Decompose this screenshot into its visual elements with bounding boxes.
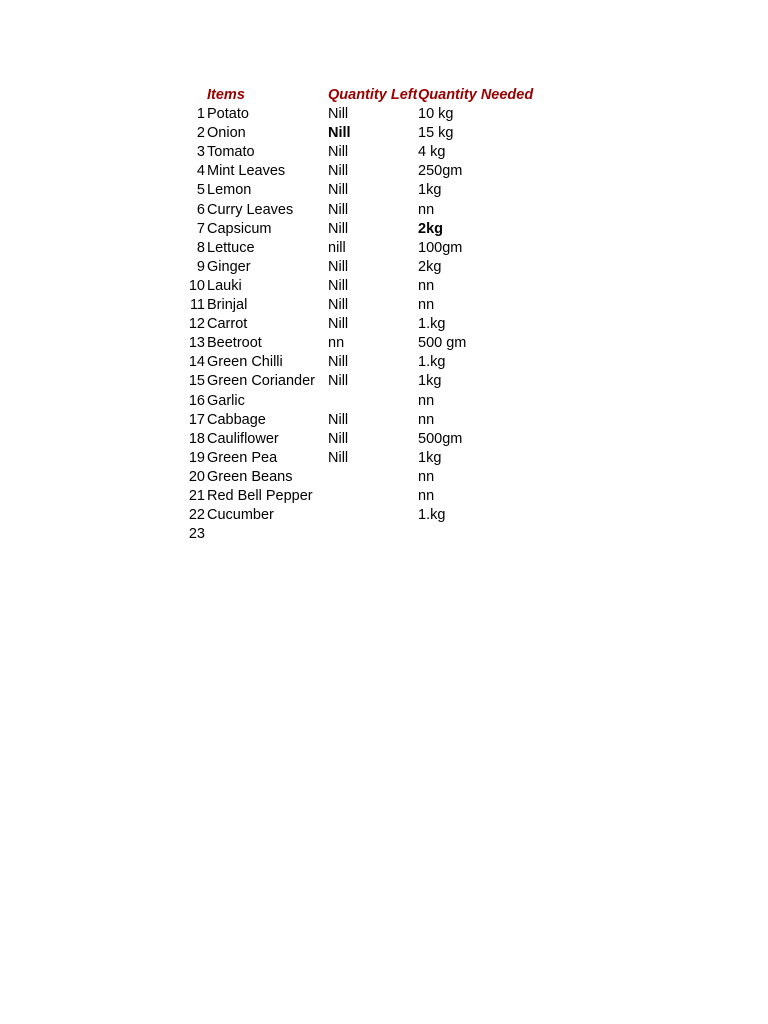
- item-name: Ginger: [207, 258, 251, 275]
- row-number: 19: [188, 449, 205, 466]
- item-name: Green Pea: [207, 449, 278, 466]
- quantity-needed: 100gm: [418, 239, 463, 256]
- quantity-left: Nill: [328, 144, 349, 161]
- quantity-left: Nill: [328, 125, 351, 142]
- item-name: Brinjal: [207, 297, 248, 314]
- item-name: Lauki: [207, 277, 242, 294]
- quantity-needed: 1kg: [418, 182, 442, 199]
- row-number: 9: [196, 258, 205, 275]
- quantity-needed: nn: [418, 201, 435, 218]
- item-name: Green Coriander: [207, 373, 315, 390]
- quantity-left: Nill: [328, 258, 349, 275]
- quantity-left: nill: [328, 239, 346, 256]
- row-number: 16: [188, 392, 205, 409]
- quantity-needed: 2kg: [418, 258, 442, 275]
- quantity-needed: 15 kg: [418, 125, 454, 142]
- row-number: 13: [188, 335, 205, 352]
- quantity-needed: 1.kg: [418, 354, 446, 371]
- row-number: 17: [188, 411, 205, 428]
- row-number: 23: [188, 526, 205, 543]
- row-number: 5: [196, 182, 205, 199]
- quantity-needed: 1.kg: [418, 316, 446, 333]
- row-number: 21: [188, 487, 205, 504]
- row-number: 18: [188, 430, 205, 447]
- quantity-needed: nn: [418, 277, 435, 294]
- quantity-needed: 4 kg: [418, 144, 446, 161]
- quantity-needed: 2kg: [418, 220, 443, 237]
- quantity-left: Nill: [328, 354, 349, 371]
- item-name: Cucumber: [207, 507, 274, 524]
- item-name: Onion: [207, 125, 246, 142]
- quantity-needed: nn: [418, 392, 435, 409]
- item-name: Beetroot: [207, 335, 262, 352]
- row-number: 22: [188, 507, 205, 524]
- quantity-needed: 1kg: [418, 373, 442, 390]
- item-name: Potato: [207, 106, 249, 123]
- quantity-left: Nill: [328, 277, 349, 294]
- row-number: 6: [196, 201, 205, 218]
- row-number: 20: [188, 468, 205, 485]
- row-number: 8: [196, 239, 205, 256]
- item-name: Green Beans: [207, 468, 293, 485]
- header-items: Items: [207, 87, 245, 103]
- item-name: Cauliflower: [207, 430, 279, 447]
- quantity-left: nn: [328, 335, 345, 352]
- item-name: Garlic: [207, 392, 245, 409]
- header-quantity-left: Quantity Left: [328, 87, 417, 103]
- item-name: Capsicum: [207, 220, 272, 237]
- quantity-needed: nn: [418, 411, 435, 428]
- quantity-left: Nill: [328, 449, 349, 466]
- row-number: 14: [188, 354, 205, 371]
- row-number: 3: [196, 144, 205, 161]
- quantity-left: Nill: [328, 201, 349, 218]
- quantity-needed: 1kg: [418, 449, 442, 466]
- row-number: 15: [188, 373, 205, 390]
- quantity-left: Nill: [328, 411, 349, 428]
- item-name: Lemon: [207, 182, 252, 199]
- quantity-left: Nill: [328, 316, 349, 333]
- quantity-left: Nill: [328, 163, 349, 180]
- item-name: Curry Leaves: [207, 201, 294, 218]
- row-number: 1: [196, 106, 205, 123]
- header-quantity-needed: Quantity Needed: [418, 87, 534, 103]
- quantity-left: Nill: [328, 182, 349, 199]
- row-number: 2: [196, 125, 205, 142]
- quantity-left: Nill: [328, 430, 349, 447]
- quantity-needed: 1.kg: [418, 507, 446, 524]
- quantity-needed: 10 kg: [418, 106, 454, 123]
- item-name: Cabbage: [207, 411, 266, 428]
- item-name: Lettuce: [207, 239, 255, 256]
- quantity-needed: 250gm: [418, 163, 463, 180]
- quantity-needed: nn: [418, 297, 435, 314]
- row-number: 4: [196, 163, 205, 180]
- item-name: Red Bell Pepper: [207, 487, 313, 504]
- quantity-left: Nill: [328, 220, 349, 237]
- quantity-left: Nill: [328, 297, 349, 314]
- row-number: 11: [189, 297, 205, 314]
- quantity-needed: nn: [418, 487, 435, 504]
- quantity-left: Nill: [328, 106, 349, 123]
- item-name: Mint Leaves: [207, 163, 286, 180]
- quantity-needed: 500gm: [418, 430, 463, 447]
- row-number: 7: [196, 220, 205, 237]
- item-name: Carrot: [207, 316, 248, 333]
- row-number: 12: [188, 316, 205, 333]
- quantity-needed: nn: [418, 468, 435, 485]
- quantity-needed: 500 gm: [418, 335, 467, 352]
- item-name: Tomato: [207, 144, 255, 161]
- quantity-left: Nill: [328, 373, 349, 390]
- item-name: Green Chilli: [207, 354, 283, 371]
- row-number: 10: [188, 277, 205, 294]
